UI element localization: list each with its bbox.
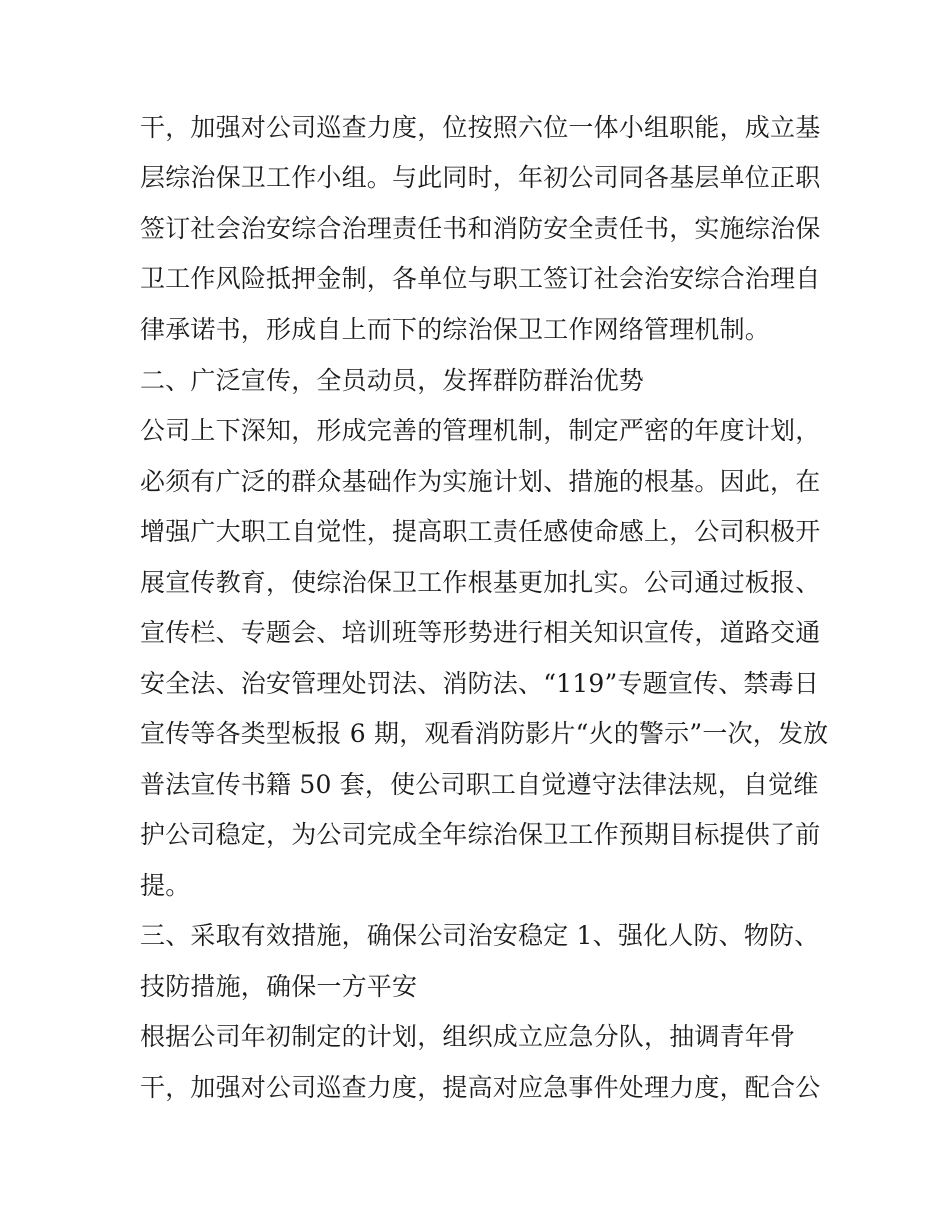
text-line: 宣传等各类型板报 6 期，观看消防影片“火的警示”一次，发放 [140, 719, 829, 748]
text-line: 提。 [140, 871, 191, 900]
text-line: 根据公司年初制定的计划，组织成立应急分队，抽调青年骨 [140, 1022, 796, 1051]
text-line: 必须有广泛的群众基础作为实施计划、措施的根基。因此，在 [140, 467, 821, 496]
text-line: 干，加强对公司巡查力度，提高对应急事件处理力度，配合公 [140, 1073, 821, 1102]
text-line: 律承诺书，形成自上而下的综治保卫工作网络管理机制。 [140, 315, 771, 344]
text-line: 干，加强对公司巡查力度，位按照六位一体小组职能，成立基 [140, 113, 821, 142]
text-line: 卫工作风险抵押金制，各单位与职工签订社会治安综合治理自 [140, 264, 821, 293]
text-line: 签订社会治安综合治理责任书和消防安全责任书，实施综治保 [140, 214, 821, 243]
section-heading: 二、广泛宣传，全员动员，发挥群防群治优势 [140, 366, 645, 395]
text-line: 增强广大职工自觉性，提高职工责任感使命感上，公司积极开 [140, 517, 821, 546]
text-line: 普法宣传书籍 50 套，使公司职工自觉遵守法律法规，自觉维 [140, 770, 819, 799]
text-line: 护公司稳定，为公司完成全年综治保卫工作预期目标提供了前 [140, 820, 821, 849]
text-line: 层综治保卫工作小组。与此同时，年初公司同各基层单位正职 [140, 163, 821, 192]
text-line: 宣传栏、专题会、培训班等形势进行相关知识宣传，道路交通 [140, 618, 821, 647]
text-line: 安全法、治安管理处罚法、消防法、“119”专题宣传、禁毒日 [140, 669, 820, 698]
text-line: 公司上下深知，形成完善的管理机制，制定严密的年度计划， [140, 416, 821, 445]
section-heading: 技防措施，确保一方平安 [140, 972, 418, 1001]
section-heading: 三、采取有效措施，确保公司治安稳定 1、强化人防、物防、 [140, 921, 820, 950]
text-line: 展宣传教育，使综治保卫工作根基更加扎实。公司通过板报、 [140, 568, 821, 597]
